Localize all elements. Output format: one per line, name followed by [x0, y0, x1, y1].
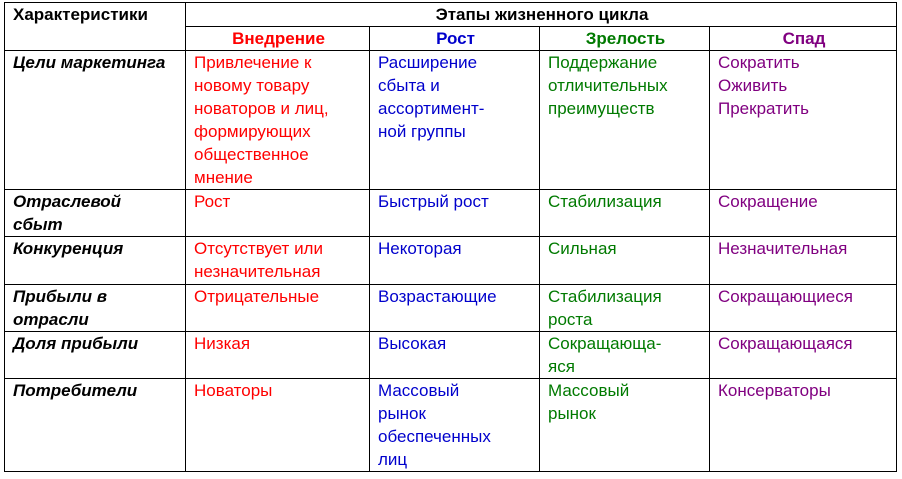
cell-decline [710, 379, 897, 472]
cell-maturity [540, 237, 710, 285]
cell-line: сбыта и [378, 76, 440, 95]
cell-line: Привлечение к [194, 53, 312, 72]
row-label [5, 51, 186, 190]
cell-line: незначительная [194, 262, 321, 281]
cell-maturity [540, 190, 710, 237]
row-label-line: Цели маркетинга [13, 53, 166, 72]
cell-line: отличительных [548, 76, 668, 95]
row-competition [5, 237, 897, 285]
row-label [5, 285, 186, 332]
cell-line: Высокая [378, 334, 447, 353]
row-label-line: отрасли [13, 310, 89, 329]
cell-growth [370, 379, 540, 472]
cell-line: ной группы [378, 122, 466, 141]
cell-line: Сокращающа- [548, 334, 662, 353]
cell-decline [710, 332, 897, 379]
cell-maturity [540, 285, 710, 332]
cell-introduction [186, 237, 370, 285]
cell-growth [370, 190, 540, 237]
cell-line: Сократить [718, 53, 800, 72]
cell-decline [710, 285, 897, 332]
row-label-line: Доля прибыли [13, 334, 139, 353]
cell-line: обеспеченных [378, 427, 491, 446]
cell-line: Массовый [548, 381, 630, 400]
row-label-line: Отраслевой [13, 192, 122, 211]
cell-growth [370, 285, 540, 332]
row-industry-profits [5, 285, 897, 332]
cell-growth [370, 51, 540, 190]
row-label [5, 237, 186, 285]
row-profit-share [5, 332, 897, 379]
cell-line: Стабилизация [548, 287, 662, 306]
cell-line: общественное [194, 145, 309, 164]
cell-decline [710, 237, 897, 285]
row-consumers [5, 379, 897, 472]
cell-line: ассортимент- [378, 99, 485, 118]
cell-maturity [540, 51, 710, 190]
cell-introduction [186, 190, 370, 237]
cell-line: Оживить [718, 76, 788, 95]
cell-line: Рост [194, 192, 231, 211]
row-label [5, 379, 186, 472]
lifecycle-table [4, 2, 897, 472]
cell-line: Новаторы [194, 381, 273, 400]
cell-line: Поддержание [548, 53, 658, 72]
cell-line: Стабилизация [548, 192, 662, 211]
cell-line: лиц [378, 450, 408, 469]
row-label-line: Прибыли в [13, 287, 107, 306]
row-industry-sales [5, 190, 897, 237]
cell-line: Прекратить [718, 99, 810, 118]
cell-decline [710, 51, 897, 190]
cell-line: Незначительная [718, 239, 848, 258]
cell-line: Сильная [548, 239, 617, 258]
cell-growth [370, 332, 540, 379]
header-lifecycle-title: Этапы жизненного цикла [186, 3, 897, 27]
cell-growth [370, 237, 540, 285]
stage-decline: Спад [710, 27, 897, 51]
stage-maturity: Зрелость [540, 27, 710, 51]
row-marketing-goals [5, 51, 897, 190]
cell-line: мнение [194, 168, 253, 187]
cell-introduction [186, 379, 370, 472]
cell-line: Отсутствует или [194, 239, 323, 258]
cell-line: Массовый [378, 381, 460, 400]
cell-introduction [186, 285, 370, 332]
stage-introduction: Внедрение [186, 27, 370, 51]
cell-introduction [186, 51, 370, 190]
cell-line: преимуществ [548, 99, 655, 118]
row-label-line: сбыт [13, 215, 63, 234]
cell-maturity [540, 379, 710, 472]
cell-decline [710, 190, 897, 237]
row-label [5, 190, 186, 237]
cell-line: Расширение [378, 53, 478, 72]
cell-line: роста [548, 310, 593, 329]
cell-line: Возрастающие [378, 287, 497, 306]
stage-growth: Рост [370, 27, 540, 51]
cell-line: новаторов и лиц, [194, 99, 329, 118]
row-label-line: Конкуренция [13, 239, 124, 258]
row-label [5, 332, 186, 379]
cell-line: рынок [378, 404, 426, 423]
cell-line: Консерваторы [718, 381, 831, 400]
cell-line: Низкая [194, 334, 251, 353]
cell-maturity [540, 332, 710, 379]
cell-line: Некоторая [378, 239, 462, 258]
cell-line: Быстрый рост [378, 192, 489, 211]
cell-line: формирующих [194, 122, 311, 141]
header-characteristics: Характеристики [5, 3, 186, 51]
cell-line: Отрицательные [194, 287, 320, 306]
cell-line: Сокращение [718, 192, 818, 211]
cell-line: Сокращающиеся [718, 287, 853, 306]
cell-line: рынок [548, 404, 596, 423]
cell-line: новому товару [194, 76, 310, 95]
row-label-line: Потребители [13, 381, 138, 400]
cell-line: Сокращающаяся [718, 334, 853, 353]
cell-introduction [186, 332, 370, 379]
cell-line: яся [548, 357, 575, 376]
